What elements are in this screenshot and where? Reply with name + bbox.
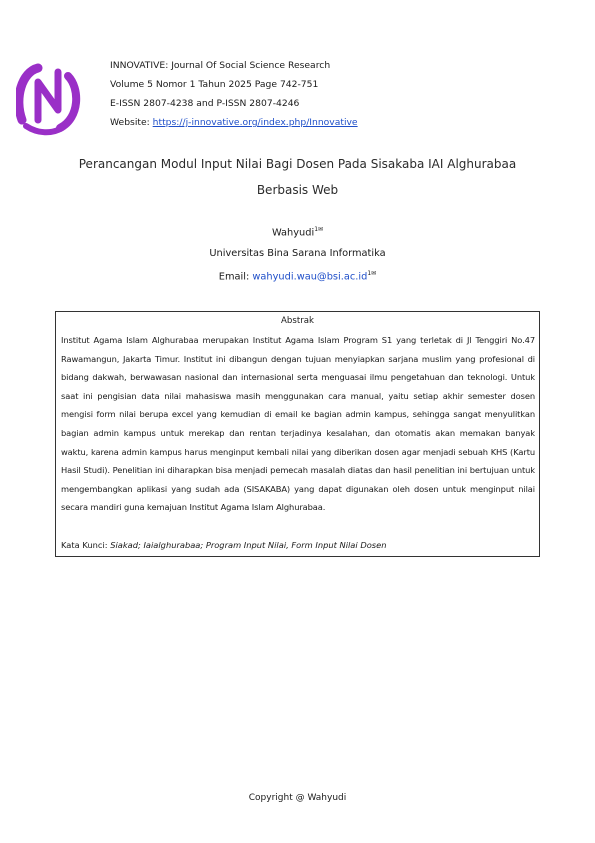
author-name-line	[0, 226, 595, 238]
paper-title-line1: Perancangan Modul Input Nilai Bagi Dosen Pada Sisakaba IAI Alghurabaa	[78, 157, 517, 171]
journal-issn: E-ISSN 2807-4238 and P-ISSN 2807-4246	[110, 98, 300, 109]
keywords-label: Kata Kunci:	[61, 540, 111, 550]
journal-name: INNOVATIVE: Journal Of Social Science Research	[110, 60, 331, 71]
paper-title-line2: Berbasis Web	[256, 183, 339, 197]
author-email-line	[0, 270, 595, 282]
email-label: Email:	[218, 271, 253, 283]
abstract-body: Institut Agama Islam Alghurabaa merupakan Institut Agama Islam Program S1 yang terletak di Jl Tenggiri No.47 Rawamangun, Jakarta Timur. Institut ini dibangun dengan tujuan menyiapkan sarjana muslim yang profesional di bidang dakwah, berwawasan nasional dan internasional serta menguasai ilmu pengetahuan dan teknologi. Untuk saat ini pengisian data nilai mahasiswa masih menggunakan cara manual, yaitu setiap akhir semester dosen mengisi form nilai berupa excel yang kemudian di email ke bagian admin kampus, sehingga sangat menyulitkan bagian admin kampus untuk merekap dan rentan terjadinya kesalahan, dan otomatis akan memakan banyak waktu, karena admin kampus harus menginput kembali nilai yang diberikan dosen agar menjadi sebuah KHS (Kartu Hasil Studi). Penelitian ini diharapkan bisa menjadi pemecah masalah diatas dan hasil penelitian ini bertujuan untuk mengembangkan aplikasi yang sudah ada (SISAKABA) yang dapat digunakan oleh dosen untuk menginput nilai secara mandiri guna kemajuan Institut Agama Islam Alghurabaa.	[61, 335, 535, 513]
journal-website	[110, 113, 358, 132]
journal-logo	[16, 58, 84, 136]
author-affiliation: Universitas Bina Sarana Informatika	[209, 248, 386, 259]
keywords-line	[61, 540, 387, 550]
keywords-text: Siakad; Iaialghurabaa; Program Input Nilai, Form Input Nilai Dosen	[110, 540, 387, 550]
author-name: Wahyudi	[271, 227, 315, 239]
copyright-footer: Copyright @ Wahyudi	[248, 793, 347, 803]
journal-volume: Volume 5 Nomor 1 Tahun 2025 Page 742-751	[110, 79, 319, 90]
email-marker: 1✉	[367, 270, 377, 277]
website-label: Website:	[110, 117, 153, 128]
abstract-box	[55, 311, 540, 557]
journal-header	[110, 56, 358, 132]
author-marker: 1✉	[314, 226, 324, 233]
email-link[interactable]: wahyudi.wau@bsi.ac.id	[252, 271, 368, 283]
abstract-heading: Abstrak	[281, 316, 314, 326]
website-link[interactable]: https://j-innovative.org/index.php/Innovative	[152, 117, 358, 128]
